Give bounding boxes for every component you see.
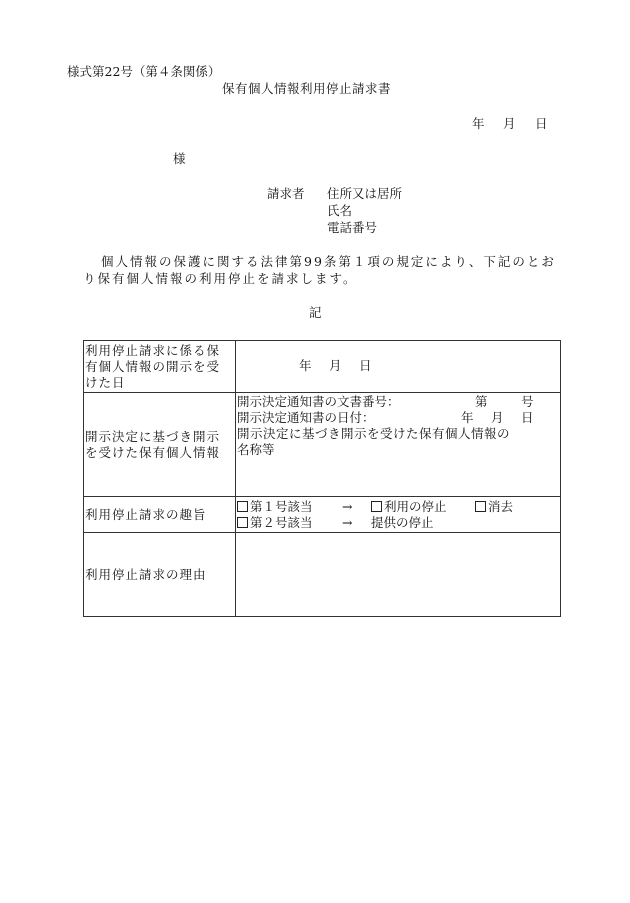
option-1-checkbox[interactable] [237, 501, 248, 512]
requester-address-label: 住所又は居所 [327, 186, 403, 201]
request-purpose-label: 利用停止請求の趣旨 [84, 497, 236, 533]
sub-b-wrap [475, 499, 513, 515]
arrow-icon: → [342, 498, 353, 514]
doc-number-line [237, 394, 559, 410]
option-1-label: 第１号該当 [250, 498, 313, 514]
sub-c-label: 提供の停止 [371, 514, 434, 530]
label-line: けた日 [85, 374, 126, 390]
label-line: 有個人情報の開示を受 [85, 358, 221, 374]
option-2-checkbox[interactable] [237, 517, 248, 528]
notice-year-unit: 年 [461, 410, 474, 425]
date-year: 年 [472, 116, 485, 131]
sub-a-wrap [371, 499, 447, 515]
table-row [84, 497, 561, 533]
body-line-1: 個人情報の保護に関する法律第99条第１項の規定により、下記のとお [101, 254, 556, 269]
sub-b-checkbox[interactable] [475, 501, 486, 512]
info-name-line-1: 開示決定に基づき開示を受けた保有個人情報の [237, 426, 511, 441]
sub-b-label: 消去 [488, 498, 514, 514]
date-month: 月 [503, 116, 516, 131]
day-unit: 日 [359, 358, 372, 373]
requester-label: 請求者 [267, 186, 305, 201]
request-purpose-value [236, 497, 561, 533]
label-line: を受けた保有個人情報 [85, 444, 221, 460]
label-line: 開示決定に基づき開示 [85, 428, 221, 444]
notice-day-unit: 日 [521, 410, 534, 425]
info-name-line-2: 名称等 [237, 442, 275, 457]
doc-number-go: 号 [521, 394, 534, 409]
document-title: 保有個人情報利用停止請求書 [222, 81, 392, 96]
notice-date-label: 開示決定通知書の日付： [237, 410, 375, 425]
addressee-suffix: 様 [173, 151, 186, 166]
month-unit: 月 [329, 358, 342, 373]
disclosed-info-value[interactable] [236, 393, 561, 497]
option-2-line [237, 515, 559, 531]
notice-date-line [237, 410, 559, 426]
form-number: 様式第22号（第４条関係） [67, 64, 221, 79]
request-table [83, 340, 561, 617]
sub-a-checkbox[interactable] [371, 501, 382, 512]
option-2-label: 第２号該当 [250, 514, 313, 530]
year-unit: 年 [299, 358, 312, 373]
table-row [84, 533, 561, 617]
date-day: 日 [535, 116, 548, 131]
requester-name-label: 氏名 [327, 203, 353, 218]
request-reason-value[interactable] [236, 533, 561, 617]
notice-month-unit: 月 [491, 410, 504, 425]
sub-a-label: 利用の停止 [384, 498, 447, 514]
label-line: 利用停止請求に係る保 [85, 342, 221, 358]
doc-number-label: 開示決定通知書の文書番号： [237, 394, 400, 409]
requester-phone-label: 電話番号 [327, 220, 378, 235]
body-line-2: り保有個人情報の利用停止を請求します。 [83, 271, 358, 286]
disclosure-date-value[interactable] [236, 341, 561, 393]
arrow-icon: → [342, 514, 353, 530]
doc-number-dai: 第 [475, 394, 488, 409]
table-row [84, 393, 561, 497]
table-row [84, 341, 561, 393]
ki-heading: 記 [309, 305, 322, 320]
disclosure-date-label [84, 341, 236, 393]
option-1-line [237, 499, 559, 515]
request-reason-label: 利用停止請求の理由 [84, 533, 236, 617]
disclosed-info-label [84, 393, 236, 497]
